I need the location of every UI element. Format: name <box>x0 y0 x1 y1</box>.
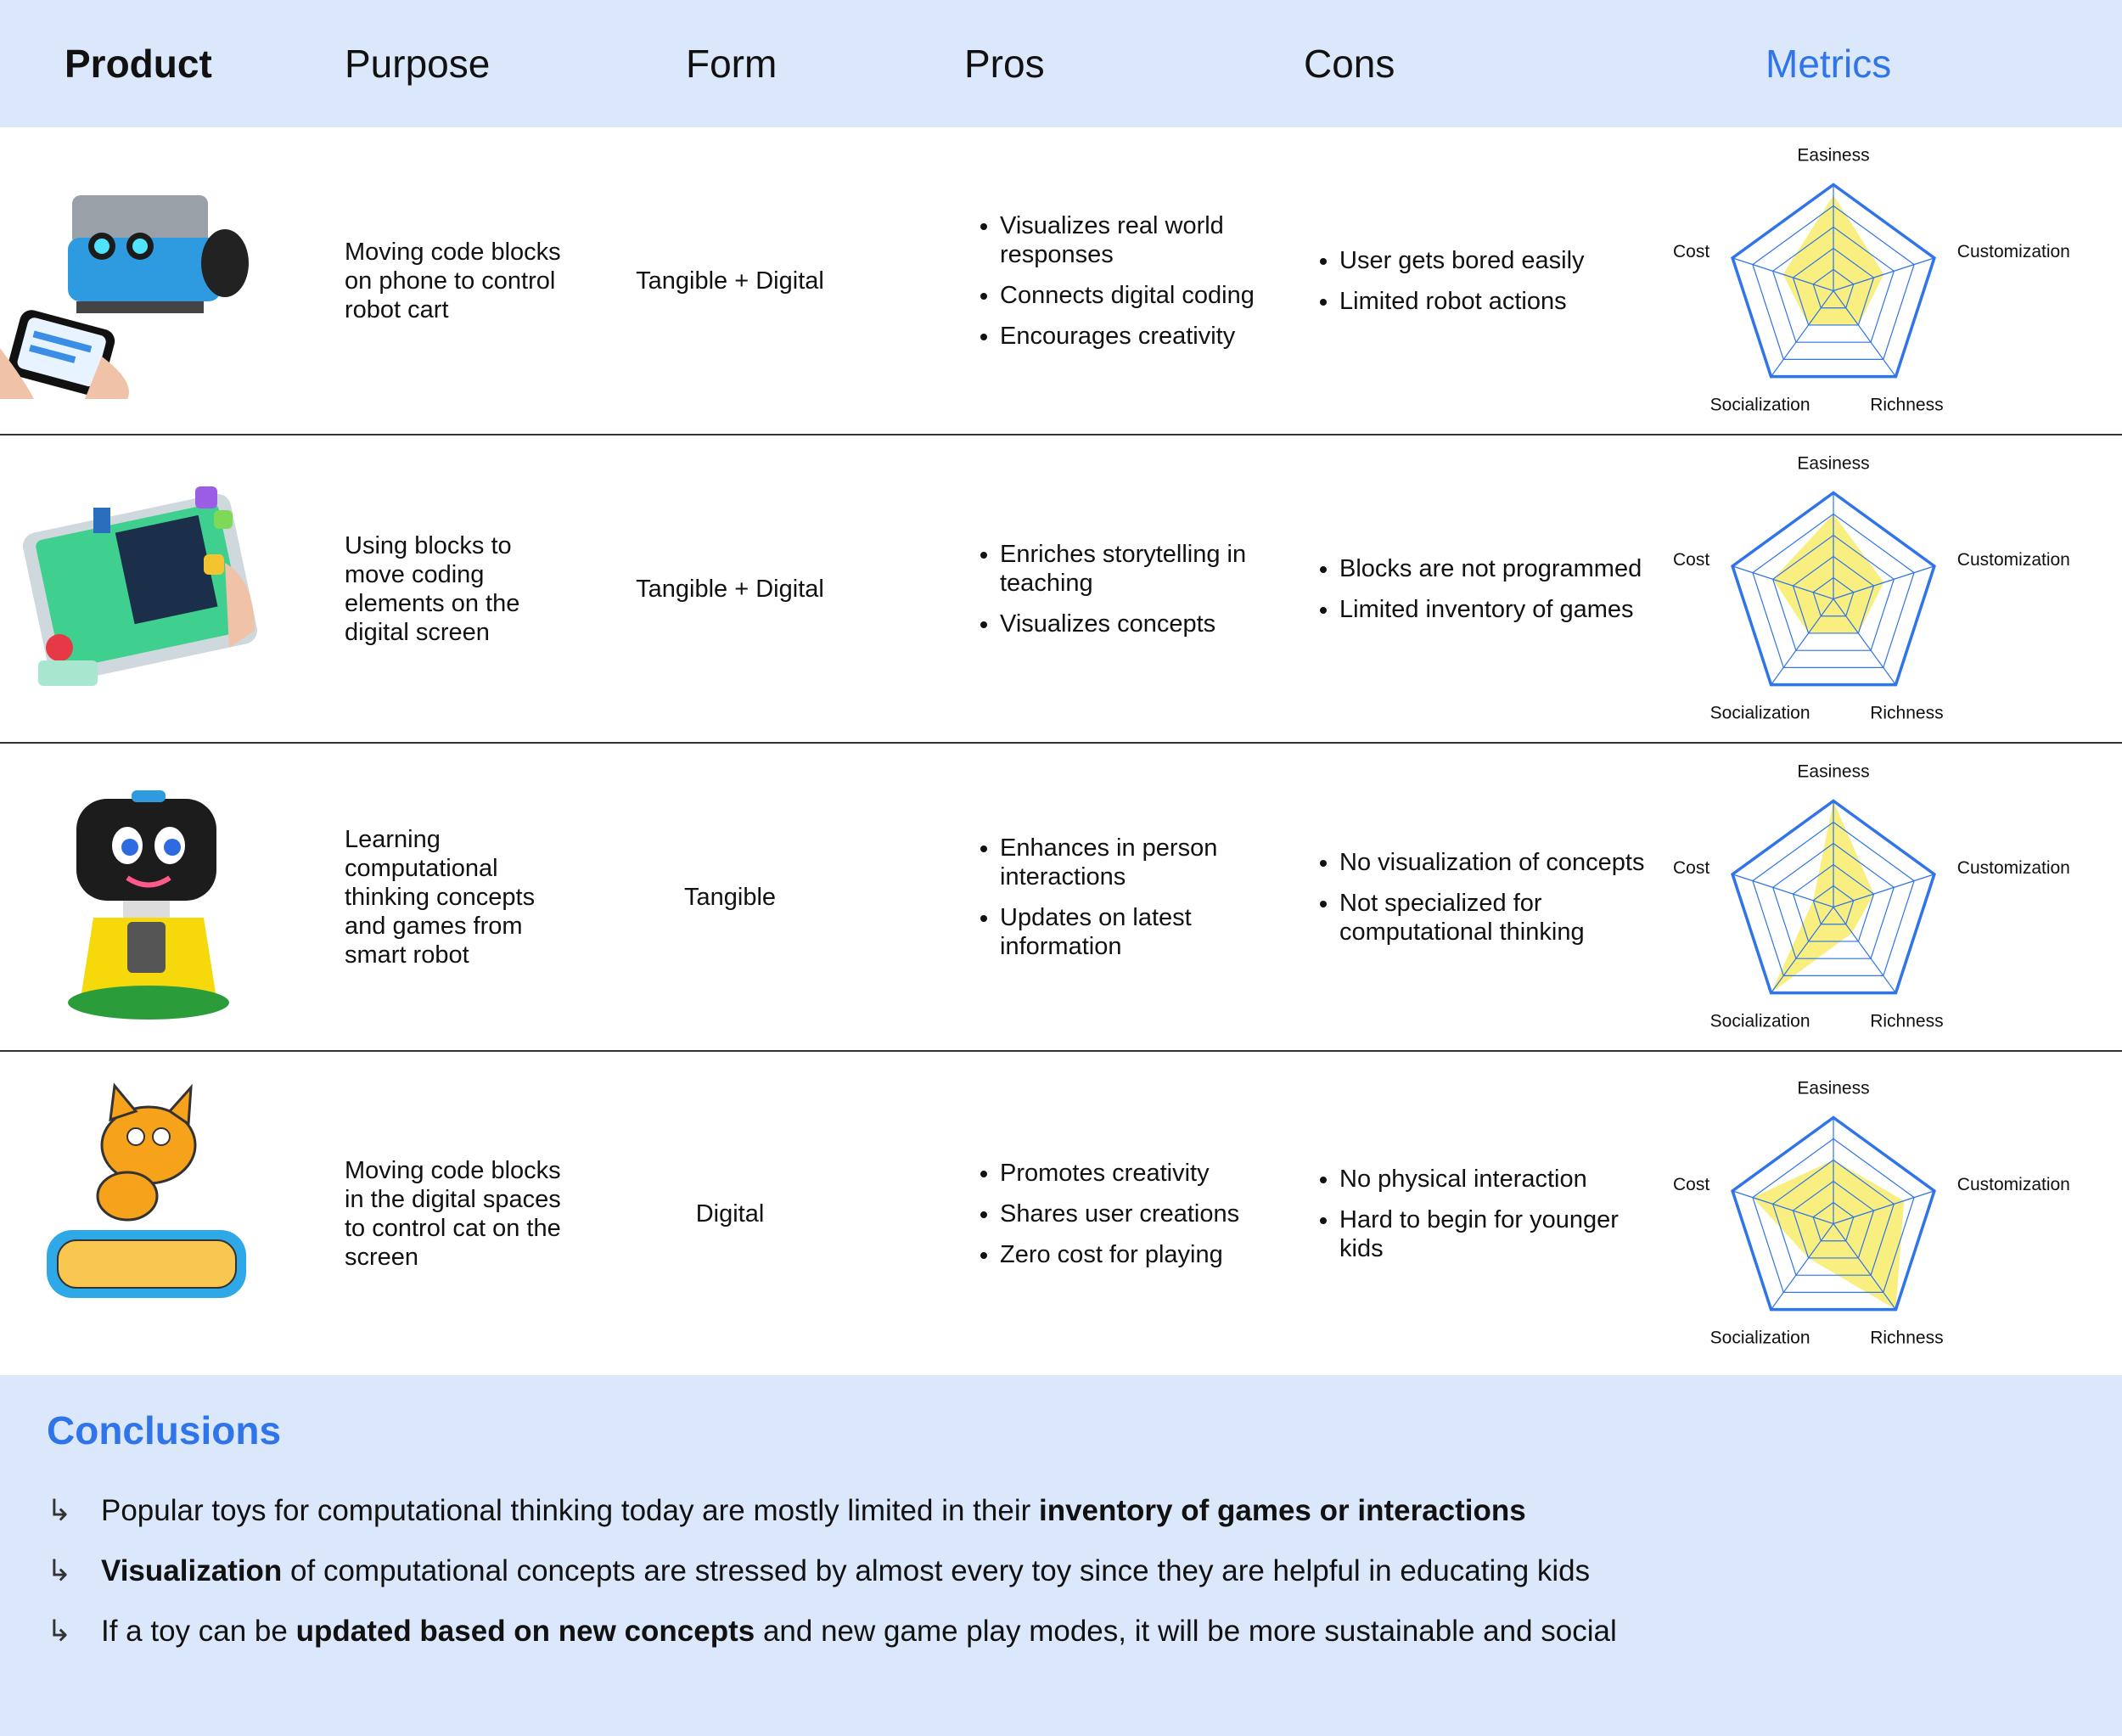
pros-item: • Promotes creativity <box>1000 1159 1239 1188</box>
row-pros <box>976 435 1290 742</box>
cons-item: • Not specialized for computational thinking <box>1339 889 1647 947</box>
radar-axis-label: Customization <box>1956 242 2070 262</box>
cons-item: • Hard to begin for younger kids <box>1339 1205 1647 1263</box>
row-purpose: Learning computational thinking concepts and games from smart robot <box>345 825 536 969</box>
cons-item: • Limited robot actions <box>1339 287 1585 316</box>
header-metrics: Metrics <box>1766 42 1892 86</box>
radar-axis-label: Socialization <box>1709 395 1810 415</box>
scratch-logo-icon <box>0 1052 272 1375</box>
arrow-icon: ↳ <box>47 1494 72 1527</box>
cons-item: • No visualization of concepts <box>1339 848 1647 877</box>
header-product: Product <box>65 42 212 86</box>
pros-item: • Enhances in person interactions <box>1000 834 1290 891</box>
radar-axis-label: Socialization <box>1709 1011 1810 1031</box>
table-row <box>0 744 2122 1052</box>
conclusions-panel <box>0 1375 2122 1736</box>
radar-axis-label: Easiness <box>1797 761 1870 782</box>
cons-item: • Blocks are not programmed <box>1339 554 1642 583</box>
radar-axis-label: Cost <box>1673 242 1710 262</box>
pros-item: • Updates on latest information <box>1000 903 1290 961</box>
row-form: Tangible <box>683 883 777 911</box>
row-purpose: Moving code blocks on phone to control robot cart <box>345 238 561 323</box>
row-form: Tangible + Digital <box>636 267 824 295</box>
radar-chart <box>1655 435 2097 742</box>
radar-axis-label: Customization <box>1956 1175 2070 1195</box>
row-form: Tangible + Digital <box>636 575 824 603</box>
pros-item: • Zero cost for playing <box>1000 1240 1239 1269</box>
radar-axis-label: Cost <box>1673 1175 1710 1195</box>
radar-chart <box>1655 744 2097 1050</box>
cons-item: • No physical interaction <box>1339 1165 1647 1194</box>
pros-item: • Enriches storytelling in teaching <box>1000 540 1290 598</box>
row-form: Digital <box>695 1199 765 1228</box>
pros-item: • Visualizes concepts <box>1000 610 1290 638</box>
pros-item: • Shares user creations <box>1000 1199 1239 1228</box>
table-header <box>0 0 2122 127</box>
radar-axis-label: Richness <box>1870 703 1944 723</box>
radar-axis-label: Customization <box>1956 550 2070 570</box>
header-purpose: Purpose <box>345 42 491 86</box>
radar-axis-label: Socialization <box>1709 703 1810 723</box>
product-image-scratch <box>0 1052 272 1375</box>
conclusion-line: ↳ If a toy can be updated based on new concepts and new game play modes, it will be more sustainable and social <box>47 1615 1617 1648</box>
radar-chart <box>1655 1052 2097 1375</box>
radar-axis-label: Cost <box>1673 550 1710 570</box>
arrow-icon: ↳ <box>47 1615 72 1648</box>
table-row <box>0 435 2122 744</box>
cons-item: • Limited inventory of games <box>1339 595 1642 624</box>
robot-cart-icon <box>0 127 272 434</box>
conclusions-title: Conclusions <box>47 1408 282 1452</box>
radar-axis-label: Customization <box>1956 858 2070 879</box>
radar-data-polygon <box>1753 1160 1904 1310</box>
radar-spoke <box>1833 907 1895 993</box>
header-form: Form <box>686 42 778 86</box>
header-pros: Pros <box>964 42 1045 86</box>
radar-axis-label: Easiness <box>1797 1078 1870 1098</box>
tablet-blocks-icon <box>0 435 272 742</box>
row-pros <box>976 127 1290 434</box>
cons-item: • User gets bored easily <box>1339 246 1585 275</box>
smart-robot-icon <box>0 744 272 1050</box>
pros-item: • Visualizes real world responses <box>1000 211 1290 269</box>
radar-axis-label: Richness <box>1870 395 1944 415</box>
pros-item: • Encourages creativity <box>1000 322 1290 351</box>
radar-axis-label: Richness <box>1870 1328 1944 1348</box>
header-cons: Cons <box>1304 42 1395 86</box>
row-cons <box>1316 744 1647 1050</box>
conclusion-line: ↳ Popular toys for computational thinking today are mostly limited in their inventory of games or interactions <box>47 1494 1526 1527</box>
table-row <box>0 127 2122 435</box>
radar-axis-label: Easiness <box>1797 453 1870 474</box>
radar-data-polygon <box>1773 514 1884 633</box>
conclusion-line: ↳ Visualization of computational concepts are stressed by almost every toy since they are helpful in educating kids <box>47 1554 1591 1587</box>
row-cons <box>1316 435 1647 742</box>
arrow-icon: ↳ <box>47 1554 72 1587</box>
row-purpose: Using blocks to move coding elements on the digital screen <box>345 531 520 646</box>
radar-chart <box>1655 127 2097 434</box>
row-cons <box>1316 1052 1647 1375</box>
radar-axis-label: Easiness <box>1797 145 1870 166</box>
table-row <box>0 1052 2122 1375</box>
product-image-smart-robot <box>0 744 272 1050</box>
row-cons <box>1316 127 1647 434</box>
row-pros <box>976 744 1290 1050</box>
row-pros <box>976 1052 1290 1375</box>
product-image-robot-cart <box>0 127 272 434</box>
row-purpose: Moving code blocks in the digital spaces to control cat on the screen <box>345 1156 561 1271</box>
radar-axis-label: Socialization <box>1709 1328 1810 1348</box>
pros-item: • Connects digital coding <box>1000 281 1290 310</box>
radar-axis-label: Cost <box>1673 858 1710 879</box>
product-image-tablet-blocks <box>0 435 272 742</box>
radar-axis-label: Richness <box>1870 1011 1944 1031</box>
